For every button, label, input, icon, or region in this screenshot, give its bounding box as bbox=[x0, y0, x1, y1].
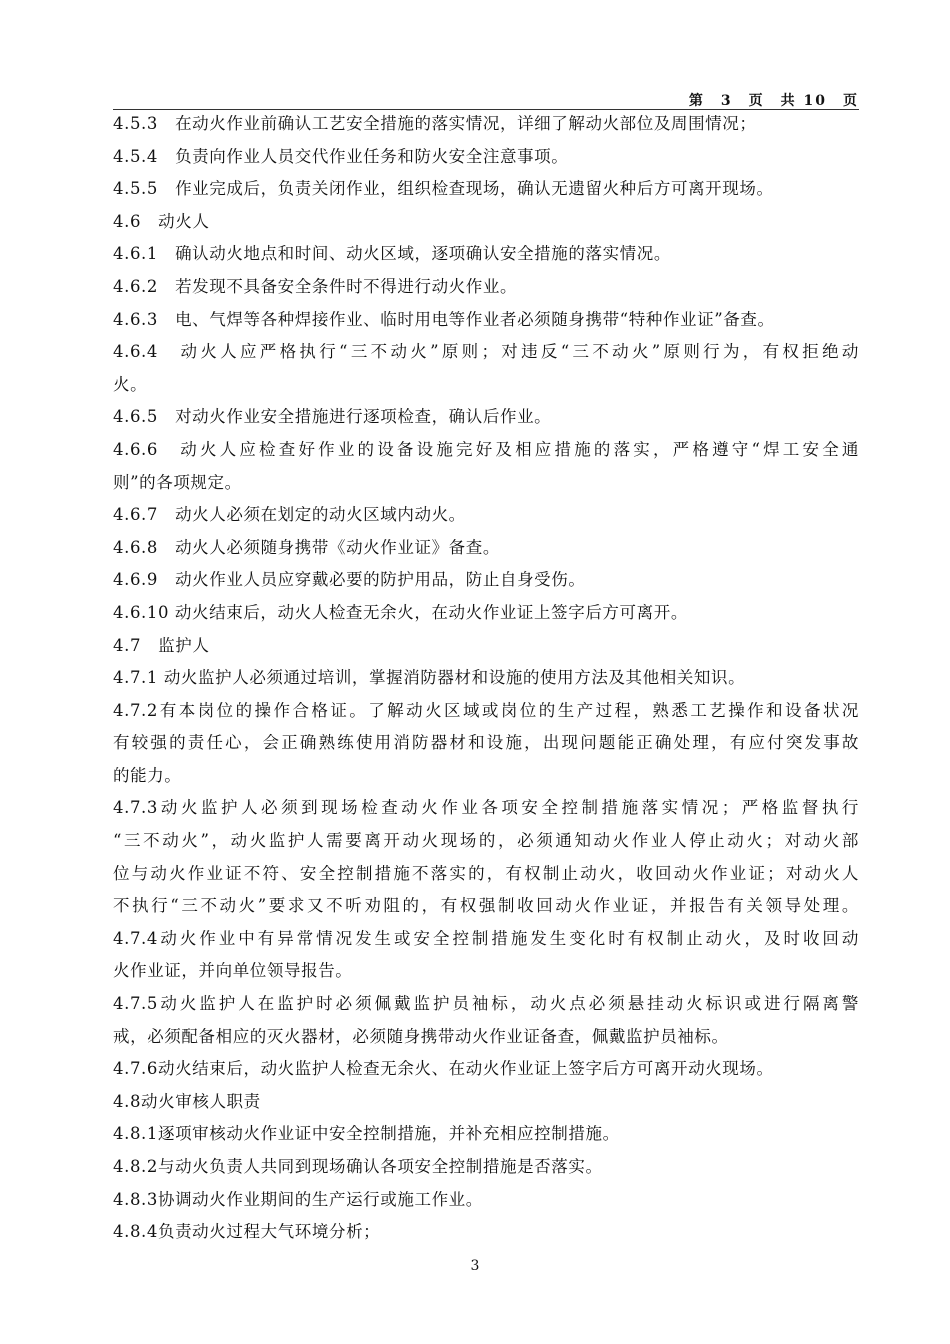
text-line: 4.6.8 动火人必须随身携带《动火作业证》备查。 bbox=[113, 537, 500, 557]
text-line: 4.7.5动火监护人在监护时必须佩戴监护员袖标，动火点必须悬挂动火标识或进行隔离警 bbox=[113, 994, 859, 1014]
text-line: 4.5.5 作业完成后，负责关闭作业，组织检查现场，确认无遗留火种后方可离开现场。 bbox=[113, 179, 774, 199]
text-line: 4.8.2与动火负责人共同到现场确认各项安全控制措施是否落实。 bbox=[113, 1157, 603, 1176]
text-line: 4.6.10 动火结束后，动火人检查无余火，在动火作业证上签字后方可离开。 bbox=[113, 602, 688, 622]
text-line: 4.6.6 动火人应检查好作业的设备设施完好及相应措施的落实，严格遵守“焊工安全通 bbox=[113, 439, 859, 459]
text-line: 火。 bbox=[113, 374, 148, 394]
text-line: 4.6.1 确认动火地点和时间、动火区域，逐项确认安全措施的落实情况。 bbox=[113, 244, 671, 264]
page-number-footer: 3 bbox=[470, 1258, 480, 1274]
text-line: 4.7.4动火作业中有异常情况发生或安全控制措施发生变化时有权制止动火，及时收回动 bbox=[113, 928, 859, 948]
text-line: 4.5.3 在动火作业前确认工艺安全措施的落实情况，详细了解动火部位及周围情况； bbox=[113, 114, 757, 133]
text-line: 4.6.9 动火作业人员应穿戴必要的防护用品，防止自身受伤。 bbox=[113, 570, 586, 590]
text-line: 4.6.5 对动火作业安全措施进行逐项检查，确认后作业。 bbox=[113, 407, 552, 427]
text-line: 4.7.2有本岗位的操作合格证。了解动火区域或岗位的生产过程，熟悉工艺操作和设备状况 bbox=[113, 700, 859, 720]
text-line: 戒，必须配备相应的灭火器材，必须随身携带动火作业证备查，佩戴监护员袖标。 bbox=[113, 1026, 729, 1046]
text-line: 火作业证，并向单位领导报告。 bbox=[113, 961, 353, 981]
text-line: 的能力。 bbox=[113, 765, 182, 785]
text-line: 不执行“三不动火”要求又不听劝阻的，有权强制收回动火作业证，并报告有关领导处理。 bbox=[113, 896, 859, 916]
text-line: 4.7.1 动火监护人必须通过培训，掌握消防器材和设施的使用方法及其他相关知识。 bbox=[113, 668, 746, 688]
text-line: 4.6.4 动火人应严格执行“三不动火”原则；对违反“三不动火”原则行为，有权拒绝动 bbox=[113, 342, 859, 362]
text-line: 4.7 监护人 bbox=[113, 635, 210, 655]
text-line: 4.8.4负责动火过程大气环境分析； bbox=[113, 1222, 381, 1242]
text-line: 4.6.7 动火人必须在划定的动火区域内动火。 bbox=[113, 505, 466, 525]
text-line: 则”的各项规定。 bbox=[113, 472, 242, 492]
page-info: 第 3 页 共 10 页 bbox=[688, 93, 859, 109]
text-line: 4.7.6动火结束后，动火监护人检查无余火、在动火作业证上签字后方可离开动火现场。 bbox=[113, 1059, 774, 1079]
text-line: 4.6.3 电、气焊等各种焊接作业、临时用电等作业者必须随身携带“特种作业证”备查。 bbox=[113, 309, 775, 329]
text-line: 4.8.1逐项审核动火作业证中安全控制措施，并补充相应控制措施。 bbox=[113, 1124, 620, 1144]
text-line: 4.6.2 若发现不具备安全条件时不得进行动火作业。 bbox=[113, 276, 518, 296]
document-body bbox=[113, 108, 859, 1249]
page-header bbox=[113, 89, 859, 110]
text-line: 有较强的责任心，会正确熟练使用消防器材和设施，出现问题能正确处理，有应付突发事故 bbox=[113, 733, 859, 753]
text-line: 4.6 动火人 bbox=[113, 211, 210, 231]
text-line: 4.8动火审核人职责 bbox=[113, 1091, 261, 1111]
text-line: 4.8.3协调动火作业期间的生产运行或施工作业。 bbox=[113, 1189, 483, 1209]
text-line: 4.5.4 负责向作业人员交代作业任务和防火安全注意事项。 bbox=[113, 146, 569, 166]
text-line: “三不动火”，动火监护人需要离开动火现场的，必须通知动火作业人停止动火；对动火部 bbox=[113, 831, 859, 851]
text-line: 4.7.3动火监护人必须到现场检查动火作业各项安全控制措施落实情况；严格监督执行 bbox=[113, 798, 859, 818]
text-line: 位与动火作业证不符、安全控制措施不落实的，有权制止动火，收回动火作业证；对动火人 bbox=[113, 863, 859, 883]
